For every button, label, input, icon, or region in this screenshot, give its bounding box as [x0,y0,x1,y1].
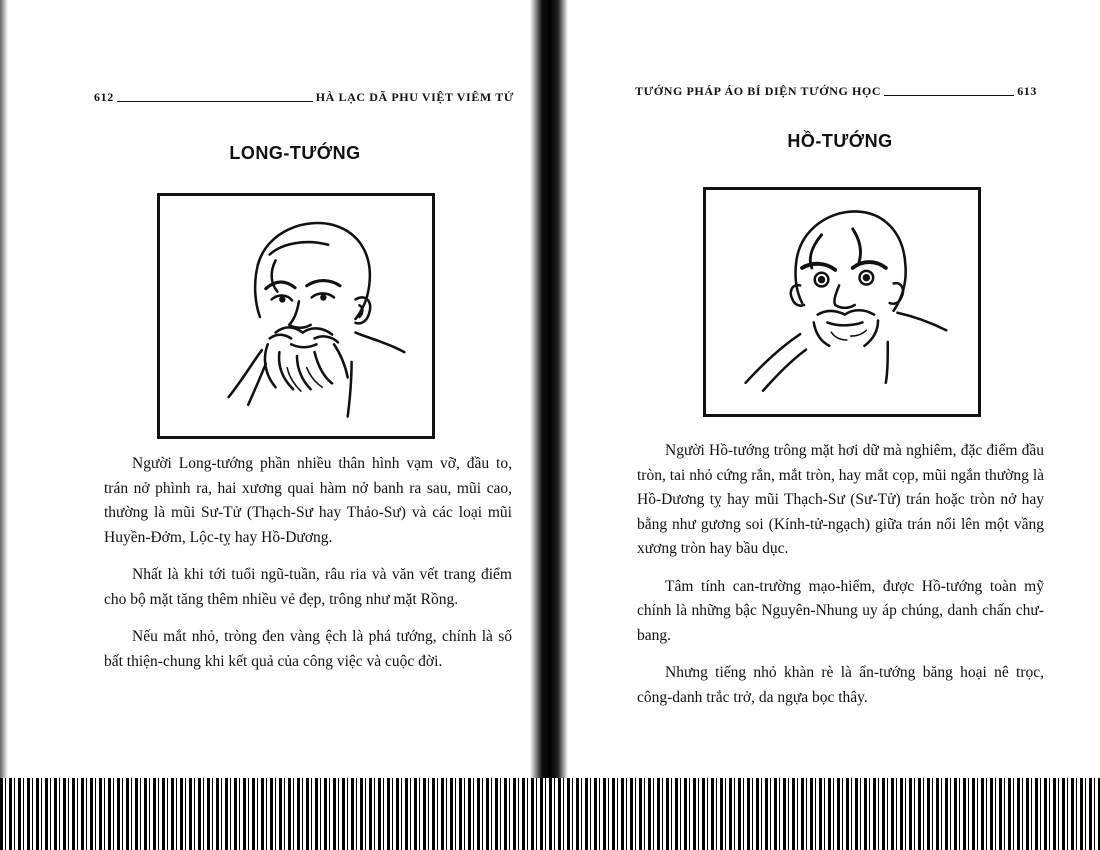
page-title-left: LONG-TƯỚNG [229,143,361,163]
running-head-right [635,84,1037,99]
paragraph: Người Long-tướng phần nhiều thân hình vạm vỡ, đầu to, trán nở phình ra, hai xương quai hàm nở banh ra sau, mũi cao, thường là mũi Sư-Tử (Thạch-Sư hay Thảo-Sư) và các loại mũi Huyền-Đởm, Lộc-tỵ hay Hồ-Dương. [104,455,512,546]
left-page [0,0,535,780]
book-gutter-shadow [528,0,568,850]
running-head-title-right: TƯỚNG PHÁP ÁO BÍ DIỆN TƯỚNG HỌC [635,84,882,98]
dragon-face-portrait [157,193,435,439]
paragraph: Tâm tính can-trường mạo-hiểm, được Hồ-tướng toàn mỹ chính là những bậc Nguyên-Nhung uy áp chúng, danh chấn chư-bang. [637,577,1044,644]
body-text-right [637,439,1044,723]
page-number-left: 612 [94,90,114,104]
header-rule [884,94,1014,96]
running-head-left [94,90,514,105]
paragraph: Nếu mắt nhỏ, tròng đen vàng ệch là phá tướng, chính là số bất thiện-chung khi kết quả của công việc và cuộc đời. [104,628,512,670]
tiger-face-portrait [703,187,981,417]
paragraph: Nhất là khi tới tuổi ngũ-tuần, râu ria và văn vết trang điểm cho bộ mặt tăng thêm nhiều vẻ đẹp, trông như mặt Rồng. [104,566,512,608]
body-text-left [104,452,512,687]
scan-edge-shadow [0,0,8,850]
page-number-right: 613 [1017,84,1037,98]
header-rule [117,100,313,102]
paragraph: Người Hồ-tướng trông mặt hơi dữ mà nghiêm, đặc điểm đầu tròn, tai nhỏ cứng rắn, mắt tròn, hay mắt cọp, mũi ngắn thường là Hồ-Dương tỵ hay mũi Thạch-Sư (Sư-Tử) trán hoặc tròn nở hay bằng như gương soi (Kính-tử-ngạch) giữa trán nổi lên một vầng xương tròn hay bầu dục. [637,442,1044,557]
dragon-face-illustration [160,196,432,436]
right-page [565,0,1100,780]
scan-bottom-artifact [0,778,1100,850]
running-head-title-left: HÀ LẠC DÃ PHU VIỆT VIÊM TỬ [315,90,514,104]
tiger-face-illustration [706,190,978,414]
page-title-right: HỒ-TƯỚNG [787,131,893,151]
paragraph: Nhưng tiếng nhỏ khàn rè là ẩn-tướng băng hoại nê trọc, công-danh trắc trở, da ngựa bọc thây. [637,664,1044,706]
